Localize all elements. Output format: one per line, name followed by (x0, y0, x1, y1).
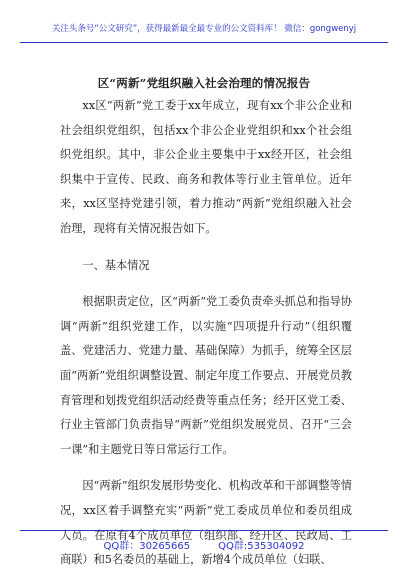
footer-contact (0, 537, 408, 552)
intro-paragraph: xx区“两新”党工委于xx年成立，现有xx个非公企业和社会组织党组织，包括xx个非公企业党组织和xx个社会组织党组织。其中，非公企业主要集中于xx经开区，社会组织集中于宣传、民政、商务和教体等行业主管单位。近年来，xx区坚持党建引领，着力推动“两新”党组织融入社会治理，现将有关情况报告如下。 (60, 99, 352, 235)
section-paragraph-1: 根据职责定位，区“两新”党工委负责牵头抓总和指导协调“两新”组织党建工作，以实施“四项提升行动”（组织覆盖、党建活力、党建力量、基础保障）为抓手，统筹全区层面“两新”党组织调整设置、制定年度工作要点、开展党员教育管理和划拨党组织活动经费等重点任务；经开区党工委、行业主管部门负责指导“两新”党组织发展党员、召开“三会一课”和主题党日等日常运行工作。 (60, 295, 352, 456)
section-heading: 一、基本情况 (82, 258, 150, 272)
document-body (60, 94, 352, 585)
qq-group-primary: QQ群：30265665 (103, 541, 191, 552)
section-paragraph-2: 因“两新”组织发展形势变化、机构改革和干部调整等情况，xx区着手调整充实“两新”党工委成员单位和委员组成人员。在原有4个成员单位（组织部、经开区、民政局、工商联）和5名委员的基础上，新增4个成员单位（妇联、 (60, 479, 352, 567)
qq-group-secondary: QQ群:535304092 (218, 541, 305, 552)
header-divider (20, 42, 388, 43)
footer-divider (20, 530, 388, 531)
header-banner: 关注头条号“公文研究”，获得最新最全最专业的公文资料库！ 微信：gongwenyj (51, 24, 357, 34)
document-title: 区“两新”党组织融入社会治理的情况报告 (97, 76, 311, 90)
